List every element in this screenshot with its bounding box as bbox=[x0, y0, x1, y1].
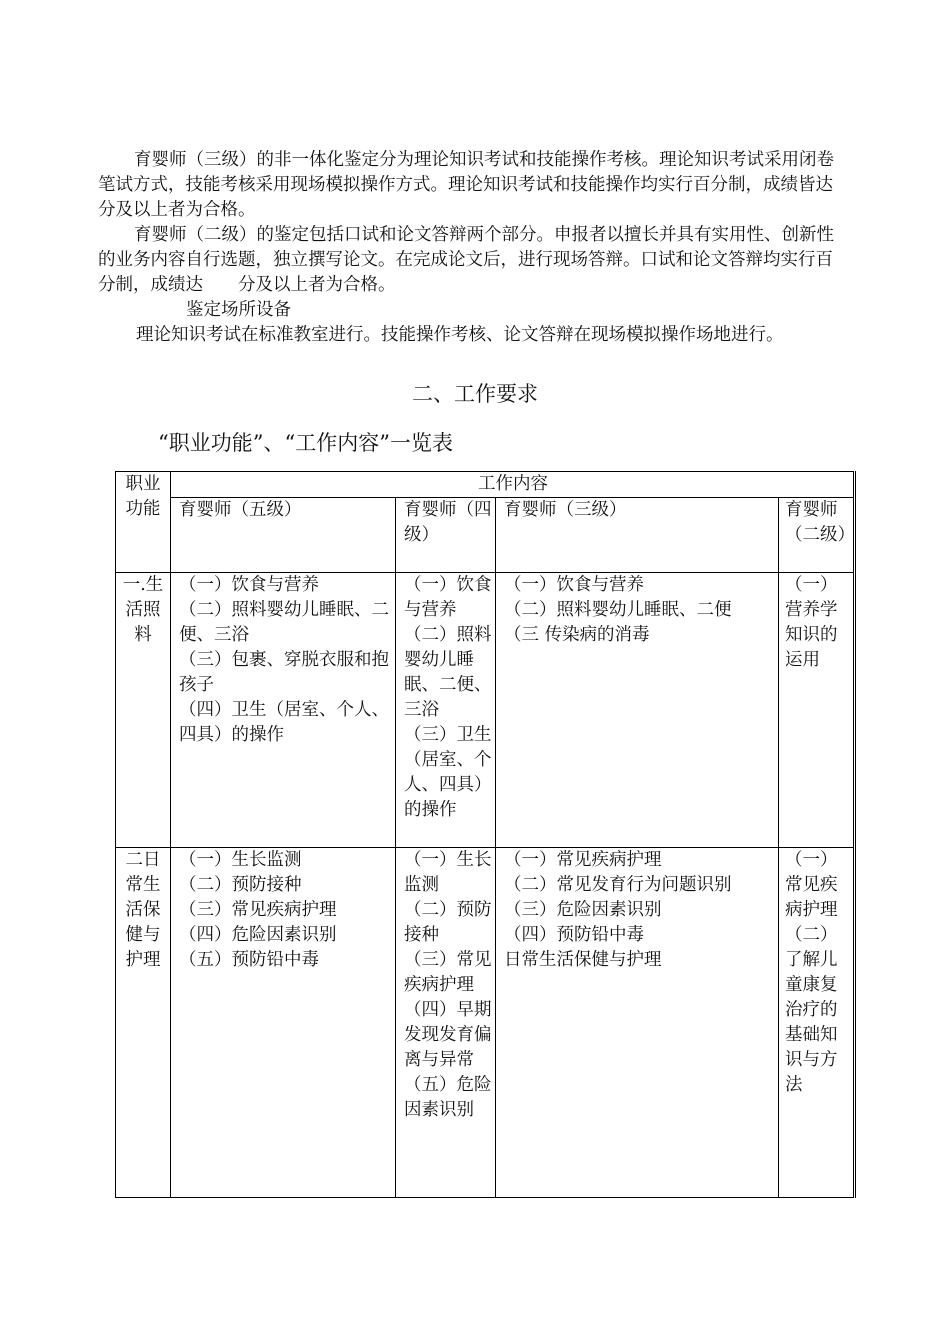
venue-heading: 鉴定场所设备 bbox=[186, 300, 291, 320]
cell-level4: （一）饮食与营养 （二）照料婴幼儿睡眠、二便、三浴 （三）卫生（居室、个人、四具）的操作 bbox=[396, 573, 496, 848]
header-content: 工作内容 bbox=[171, 472, 855, 498]
row-function-label: 二日常生活保健与护理 bbox=[116, 848, 171, 1198]
table-title: “职业功能”、“工作内容”一览表 bbox=[158, 431, 453, 455]
cell-level2: （一）营养学知识的运用 bbox=[779, 573, 855, 848]
header-function: 职业功能 bbox=[116, 472, 171, 573]
header-level4: 育婴师（四级） bbox=[396, 498, 496, 573]
header-level5: 育婴师（五级） bbox=[171, 498, 396, 573]
cell-level3: （一）常见疾病护理 （二）常见发育行为问题识别 （三）危险因素识别 （四）预防铅中毒 日常生活保健与护理 bbox=[496, 848, 779, 1198]
table-row bbox=[116, 848, 855, 1198]
exam-paragraph-level2: 育婴师（二级）的鉴定包括口试和论文答辩两个部分。申报者以擅长并具有实用性、创新性的业务内容自行选题，独立撰写论文。在完成论文后，进行现场答辩。口试和论文答辩均实行百分制，成绩达 分及以上者为合格。 bbox=[98, 225, 834, 295]
cell-level5: （一）饮食与营养 （二）照料婴幼儿睡眠、二便、三浴 （三）包裹、穿脱衣服和抱孩子 （四）卫生（居室、个人、四具）的操作 bbox=[171, 573, 396, 848]
table-row bbox=[116, 573, 855, 848]
job-content-table bbox=[115, 471, 856, 1198]
header-level2: 育婴师（二级） bbox=[779, 498, 855, 573]
header-level3: 育婴师（三级） bbox=[496, 498, 779, 573]
cell-level2: （一）常见疾病护理 （二）了解儿童康复治疗的基础知识与方法 bbox=[779, 848, 855, 1198]
cell-level5: （一）生长监测 （二）预防接种 （三）常见疾病护理 （四）危险因素识别 （五）预防铅中毒 bbox=[171, 848, 396, 1198]
cell-level3: （一）饮食与营养 （二）照料婴幼儿睡眠、二便 （三 传染病的消毒 bbox=[496, 573, 779, 848]
exam-paragraph-level3: 育婴师（三级）的非一体化鉴定分为理论知识考试和技能操作考核。理论知识考试采用闭卷笔试方式，技能考核采用现场模拟操作方式。理论知识考试和技能操作均实行百分制，成绩皆达 分及以上者为合格。 bbox=[98, 150, 868, 220]
cell-level4: （一）生长监测 （二）预防接种 （三）常见疾病护理 （四）早期发现发育偏离与异常 （五）危险因素识别 bbox=[396, 848, 496, 1198]
section-heading: 二、工作要求 bbox=[412, 382, 538, 406]
venue-paragraph: 理论知识考试在标准教室进行。技能操作考核、论文答辩在现场模拟操作场地进行。 bbox=[136, 325, 784, 345]
row-function-label: 一.生活照料 bbox=[116, 573, 171, 848]
